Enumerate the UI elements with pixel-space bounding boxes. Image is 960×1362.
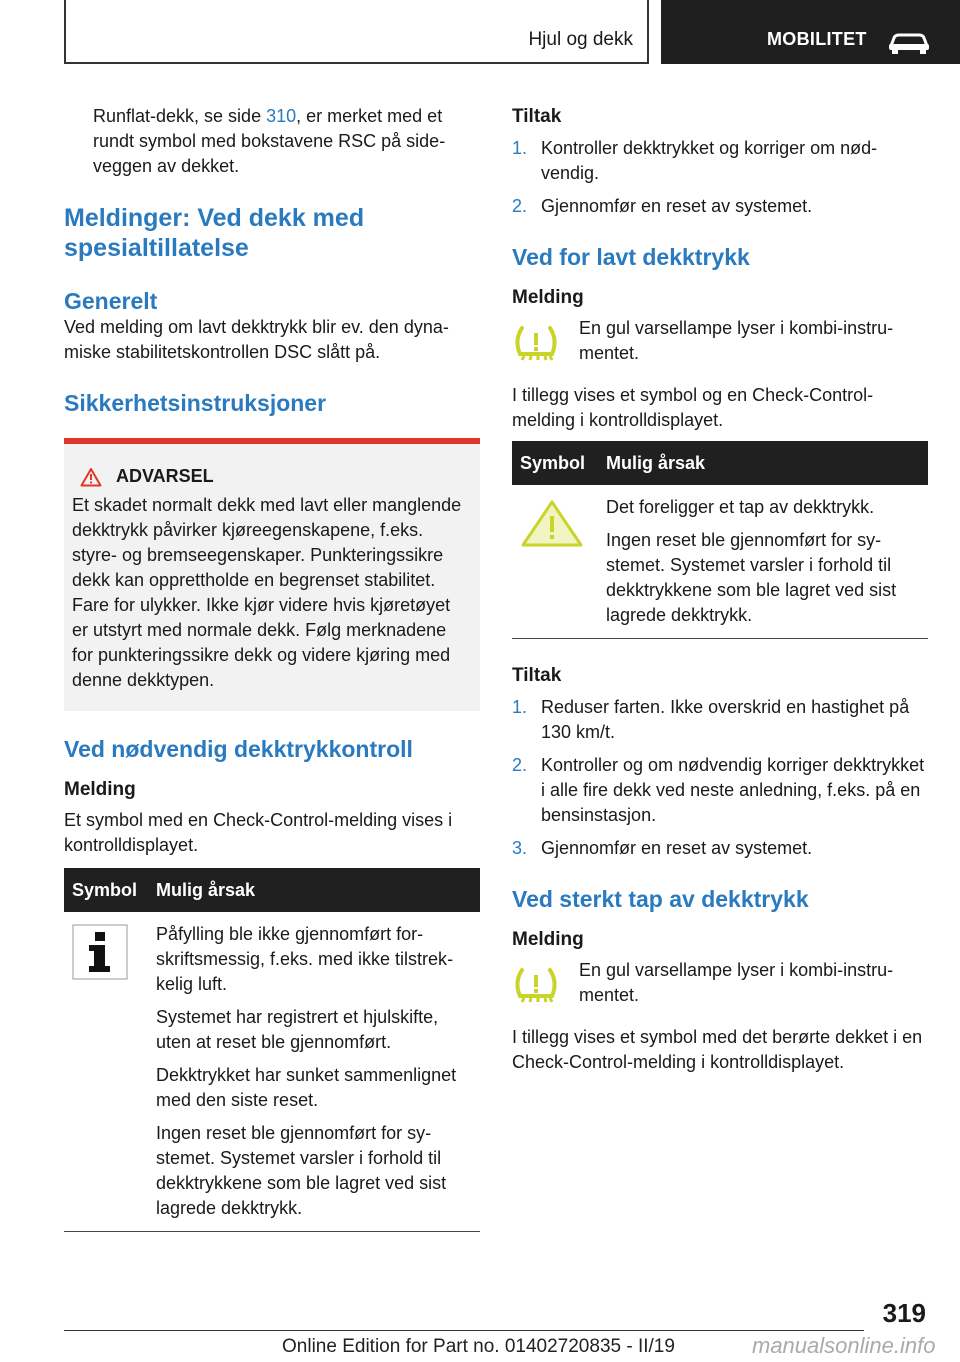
page-link-310[interactable]: 310 — [266, 106, 297, 126]
info-icon — [72, 924, 128, 980]
cause-table-warning — [512, 441, 928, 639]
lamp-text: En gul varsellampe lyser i kombi-instrumentet. — [579, 318, 894, 363]
heading-sikkerhet: Sikkerhetsinstruksjoner — [64, 390, 327, 416]
cause-text: Det foreligger et tap av dekktrykk. — [606, 497, 875, 517]
header-chapter-title: MOBILITET — [767, 29, 867, 49]
melding-label: Melding — [512, 929, 584, 950]
table-head-cause: Mulig årsak — [598, 441, 928, 485]
tire-pressure-warning-icon — [512, 324, 560, 366]
tiltak-list-1 — [512, 136, 928, 219]
header-section-title: Hjul og dekk — [528, 29, 633, 50]
list-item: 1. Kontroller dekktrykket og korriger om nødvendig. — [512, 138, 878, 183]
cause-text: Dekktrykket har sunket sammenlignet med den siste reset. — [156, 1065, 457, 1110]
melding-text: Et symbol med en Check-Control-melding vises i kontrolldisplayet. — [64, 810, 453, 855]
heading-sterkt: Ved sterkt tap av dekktrykk — [512, 886, 809, 912]
car-icon — [887, 30, 931, 54]
heading-lavt: Ved for lavt dekktrykk — [512, 244, 750, 270]
lavt-extra-text: I tillegg vises et symbol og en Check-Control-melding i kontrolldisplayet. — [512, 385, 874, 430]
footer-logo: manualsonline.info — [752, 1333, 936, 1358]
header-section-box — [64, 0, 649, 64]
tiltak-label: Tiltak — [512, 665, 562, 686]
tiltak-label: Tiltak — [512, 106, 562, 127]
tiltak-list-2 — [512, 695, 928, 861]
left-column — [64, 104, 480, 1232]
table-row — [512, 485, 928, 639]
footer-divider — [64, 1330, 864, 1331]
tire-pressure-warning-icon — [512, 966, 560, 1008]
list-item: 2. Kontroller og om nødvendig korriger dekktrykket i alle fire dekk ved neste anledning, f.eks. på en bensinstasjon. — [512, 755, 925, 825]
footer-edition: Online Edition for Part no. 01402720835 - II/19 — [282, 1336, 675, 1357]
warning-text: Et skadet normalt dekk med lavt eller manglende dekktrykk påvirker kjøreegenskapene, f.eks. styre- og bremseegenskaper. Punkteringssikre dekk kan opprettholde en begrenset stabilitet. Fare for ulykker. Ikke kjør videre hvis kjøretøyet er utstyrt med normale dekk. Følg merknadene for punkteringssikre dekk og videre kjøring med denne dekktypen. — [72, 495, 462, 690]
cause-table-info — [64, 868, 480, 1232]
table-head-symbol: Symbol — [64, 868, 148, 912]
heading-ved-nodvendig: Ved nødvendig dekktrykkontroll — [64, 736, 413, 762]
list-item: 1. Reduser farten. Ikke overskrid en hastighet på 130 km/t. — [512, 697, 910, 742]
cause-text: Påfylling ble ikke gjennomført forskriftsmessig, f.eks. med ikke tilstrekkelig luft. — [156, 924, 454, 994]
melding-label: Melding — [512, 287, 584, 308]
right-column — [512, 104, 928, 1075]
lamp-text: En gul varsellampe lyser i kombi-instrumentet. — [579, 960, 894, 1005]
sterkt-extra-text: I tillegg vises et symbol med det berørte dekket i en Check-Control-melding i kontrolldisplayet. — [512, 1027, 923, 1072]
page-number: 319 — [882, 1298, 926, 1328]
list-item: 2. Gjennomfør en reset av systemet. — [512, 196, 813, 216]
cause-text: Systemet har registrert et hjulskifte, uten at reset ble gjennomført. — [156, 1007, 439, 1052]
warning-triangle-icon — [80, 467, 102, 487]
warning-title: ADVARSEL — [116, 466, 214, 486]
table-row — [64, 912, 480, 1232]
table-head-cause: Mulig årsak — [148, 868, 480, 912]
heading-meldinger: Meldinger: Ved dekk med spesialtillatelse — [64, 204, 365, 262]
table-head-symbol: Symbol — [512, 441, 598, 485]
yellow-warning-triangle-icon — [520, 499, 584, 549]
list-item: 3. Gjennomfør en reset av systemet. — [512, 838, 813, 858]
warning-box — [64, 438, 480, 711]
cause-text: Ingen reset ble gjennomført for systemet. Systemet varsler i forhold til dekktrykkene som ble lagret ved sist lagrede dekktrykk. — [156, 1123, 447, 1218]
melding-label: Melding — [64, 779, 136, 800]
header-chapter-box — [661, 0, 960, 64]
cause-text: Ingen reset ble gjennomført for systemet. Systemet varsler i forhold til dekktrykkene som ble lagret ved sist lagrede dekktrykk. — [606, 530, 897, 625]
generelt-text: Ved melding om lavt dekktrykk blir ev. den dynamiske stabilitetskontrollen DSC slått på. — [64, 317, 449, 362]
intro-paragraph: Runflat-dekk, se side 310, er merket med et rundt symbol med bokstavene RSC på sideveggen av dekket. — [93, 106, 446, 176]
heading-generelt: Generelt — [64, 288, 158, 314]
